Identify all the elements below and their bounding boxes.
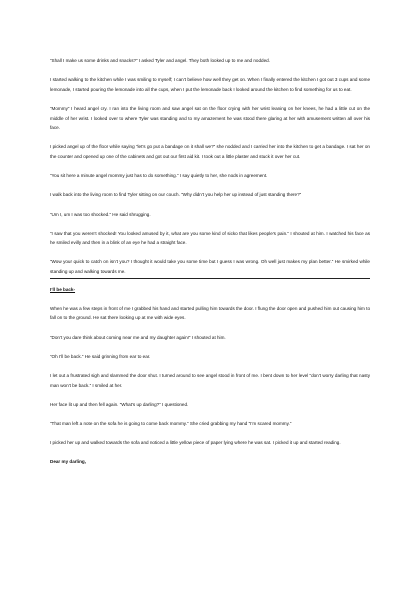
paragraph: “I saw that you weren’t shocked! You looked amused by it, what are you some kind of sicko that likes people’s pain.” I shouted at him. I watched his face as he smiled evilly and then in a blink of an eye he had a straight face.	[50, 230, 370, 246]
paragraph: I let out a frustrated sigh and slammed the door shut. I turned around to see angel stood in front of me. I bent down to her level “don’t worry darling that nasty man won’t be back.” I smiled at her.	[50, 373, 370, 388]
paragraph: “You sit here a minute angel mommy just has to do something.” I say quietly to her, she nods in agreement.	[50, 173, 268, 179]
letter-salutation: Dear my darling,	[50, 459, 86, 465]
paragraph: “Shall I make us some drinks and snacks?” I asked Tyler and angel. They both looked up to me and nodded.	[50, 58, 270, 63]
section-heading: I’ll be back-	[50, 286, 76, 292]
paragraph: “Um I, um I was too shocked.” He said shrugging.	[50, 211, 151, 217]
paragraph: I started walking to the kitchen while I was smiling to myself; I can’t believe how well they get on. When I finally entered the kitchen I got out 3 cups and some lemonade, I started pouring the lemonade into all the cups, when I put the lemonade back I looked around the kitchen to find something for us to eat.	[50, 77, 370, 92]
paragraph: “Wow your quick to catch on isn’t you? I thought it would take you some time but I guess I was wrong. Oh well just makes my plan better.” He smirked while standing up and walking towards me.	[50, 259, 370, 275]
paragraph: I picked angel up of the floor while saying “let’s go put a bandage on it shall we?” she nodded and I carried her into the kitchen to get a bandage. I sat her on the counter and opened up one of the cabinets and got out our first aid kit. I took out a little plaster and stuck it over her cut.	[50, 144, 370, 159]
paragraph: “Oh I’ll be back.” He said grinning from ear to ear.	[50, 353, 151, 359]
paragraph: I picked her up and walked towards the sofa and noticed a little yellow piece of paper lying where he was sat. I picked it up and started reading.	[50, 440, 341, 446]
paragraph: When he was a few steps in front of me I grabbed his hand and started pulling him towards the door. I flung the door open and pushed him out causing him to fall on to the ground. He sat there looking up at me with wide eyes.	[50, 305, 370, 321]
paragraph: “That man left a note on the sofa he is going to come back mommy.” She cried grabbing my hand “I’m scared mommy.”	[50, 420, 292, 426]
paragraph: “Don’t you dare think about coming near me and my daughter again!” I shouted at him.	[50, 334, 226, 340]
paragraph: Her face lit up and then fell again. “What’s up darling?” I questioned.	[50, 401, 189, 407]
paragraph: “Mommy” I heard angel cry. I ran into the living room and saw angel sat on the floor crying with her wrist leaning on her knees, he had a little cut on the middle of her wrist. I looked over to where Tyler was standing and to my amazement he was stood there glaring at her with amusement written all over his face.	[50, 105, 370, 131]
paragraph: I walk back into the living room to find Tyler sitting on our couch. “Why didn’t you help her up instead of just standing there?”	[50, 192, 302, 198]
